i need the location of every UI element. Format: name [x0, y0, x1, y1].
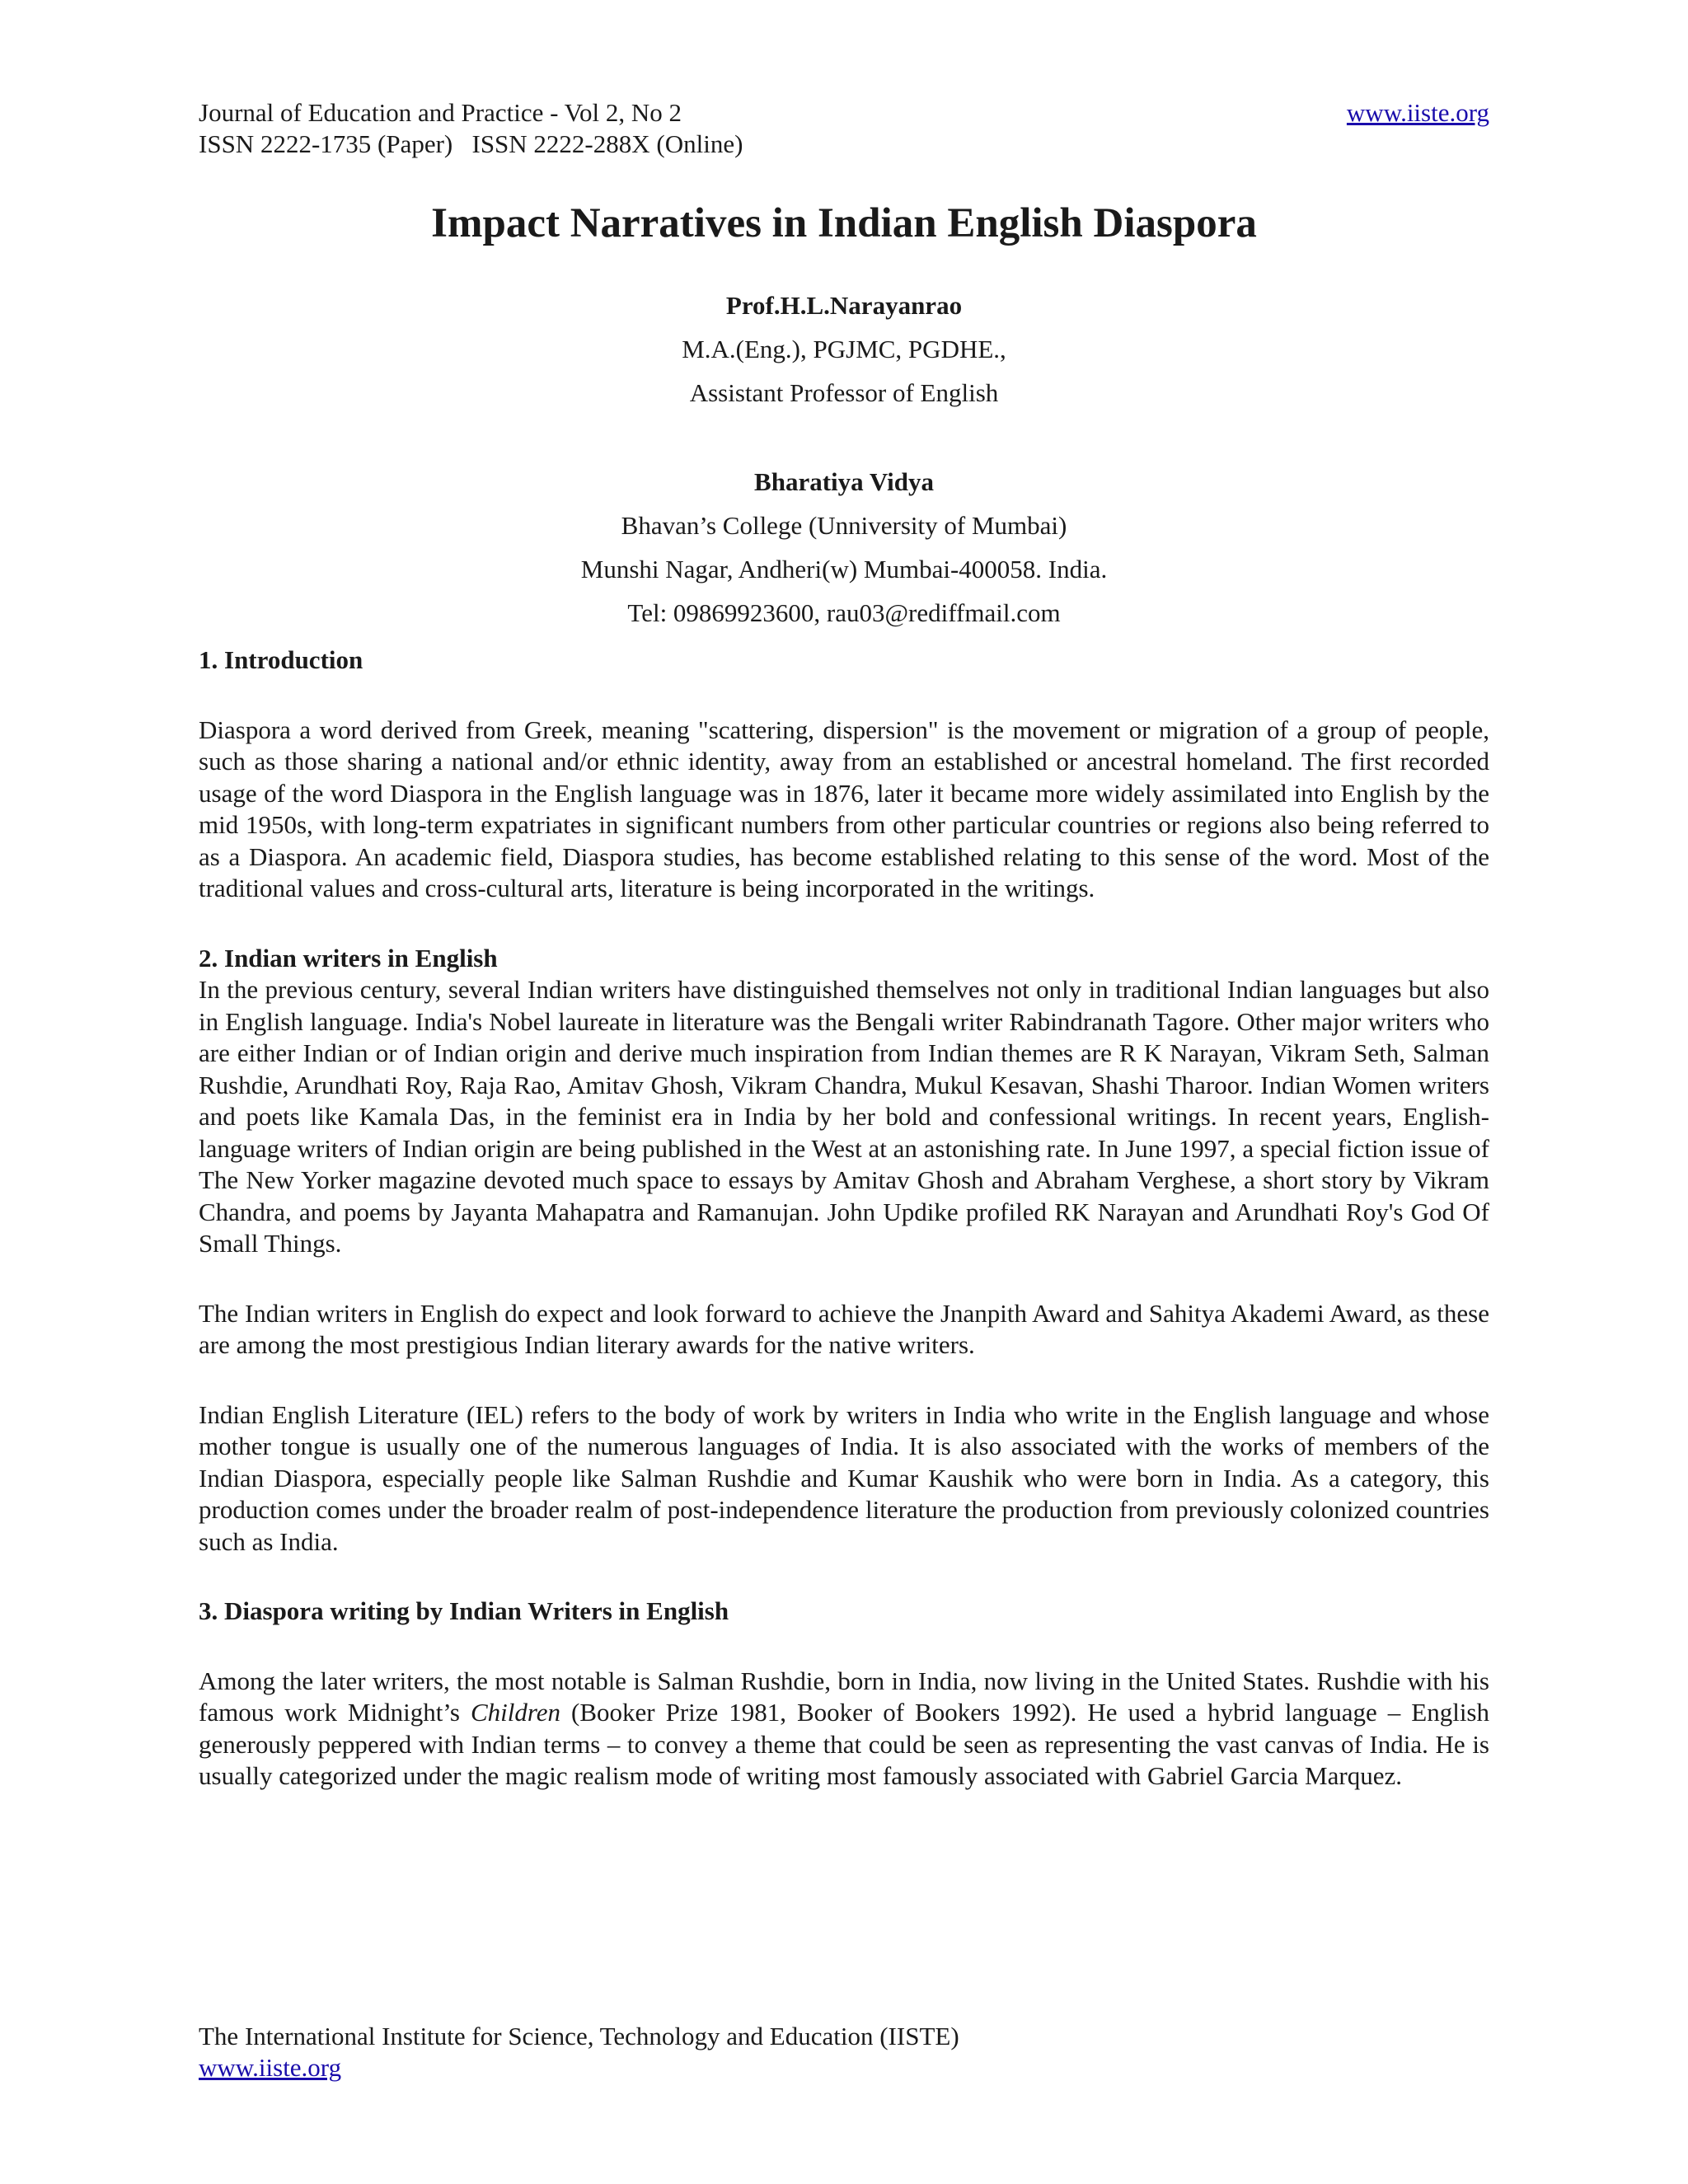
- paragraph-diaspora-writing: Among the later writers, the most notable is Salman Rushdie, born in India, now living in the United States. Rushdie with his famous work Midnight’s Children (Booker Prize 1981, Booker of Bookers 1992). He used a hybrid language – English generously peppered with Indian terms – to convey a theme that could be seen as representing the vast canvas of India. He is usually categorized under the magic realism mode of writing most famously associated with Gabriel Garcia Marquez.: [199, 1666, 1489, 1790]
- body-text: [199, 644, 1489, 1793]
- spacer: [0, 421, 1688, 466]
- author-address: Munshi Nagar, Andheri(w) Mumbai-400058. India.: [580, 555, 1108, 583]
- header-website-link[interactable]: www.iiste.org: [1346, 98, 1489, 127]
- issn-line: ISSN 2222-1735 (Paper) ISSN 2222-288X (Online): [199, 129, 743, 158]
- author-college: Bhavan’s College (Unniversity of Mumbai): [621, 511, 1067, 540]
- footer-website-link[interactable]: www.iiste.org: [199, 2053, 342, 2082]
- running-header: [199, 97, 1489, 160]
- section-heading-indian-writers: 2. Indian writers in English: [199, 943, 498, 972]
- author-block: [0, 290, 1688, 641]
- paragraph-indian-writers-2: The Indian writers in English do expect and look forward to achieve the Jnanpith Award and Sahitya Akademi Award, as these are among the most prestigious Indian literary awards for the native writers.: [199, 1298, 1489, 1359]
- paragraph-indian-writers-3: Indian English Literature (IEL) refers to the body of work by writers in India who write in the English language and whose mother tongue is usually one of the numerous languages of India. It is also associated with the works of members of the Indian Diaspora, especially people like Salman Rushdie and Kumar Kaushik who were born in India. As a category, this production comes under the broader realm of post-independence literature the production from previously colonized countries such as India.: [199, 1399, 1489, 1556]
- journal-name: Journal of Education and Practice - Vol 2, No 2: [199, 98, 682, 127]
- page-footer: [199, 2021, 959, 2083]
- footer-institute: The International Institute for Science, Technology and Education (IISTE): [199, 2022, 959, 2050]
- section-heading-diaspora-writing: 3. Diaspora writing by Indian Writers in English: [199, 1596, 729, 1625]
- author-degrees: M.A.(Eng.), PGJMC, PGDHE.,: [682, 335, 1006, 363]
- author-name: Prof.H.L.Narayanrao: [725, 291, 963, 320]
- author-institution: Bharatiya Vidya: [754, 467, 934, 496]
- paragraph-indian-writers-1: In the previous century, several Indian writers have distinguished themselves not only in traditional Indian languages but also in English language. India's Nobel laureate in literature was the Bengali writer Rabindranath Tagore. Other major writers who are either Indian or of Indian origin and derive much inspiration from Indian themes are R K Narayan, Vikram Seth, Salman Rushdie, Arundhati Roy, Raja Rao, Amitav Ghosh, Vikram Chandra, Mukul Kesavan, Shashi Tharoor. Indian Women writers and poets like Kamala Das, in the feminist era in India by her bold and confessional writings. In recent years, English-language writers of Indian origin are being published in the West at an astonishing rate. In June 1997, a special fiction issue of The New Yorker magazine devoted much space to essays by Amitav Ghosh and Abraham Verghese, a short story by Vikram Chandra, and poems by Jayanta Mahapatra and Ramanujan. John Updike profiled RK Narayan and Arundhati Roy's God Of Small Things.: [199, 975, 1489, 1258]
- author-contact: Tel: 09869923600, rau03@rediffmail.com: [627, 598, 1061, 627]
- italic-children: Children: [470, 1698, 561, 1727]
- paragraph-introduction: Diaspora a word derived from Greek, meaning "scattering, dispersion" is the movement or migration of a group of people, such as those sharing a national and/or ethnic identity, away from an established or ancestral homeland. The first recorded usage of the word Diaspora in the English language was in 1876, later it became more widely assimilated into English by the mid 1950s, with long-term expatriates in significant numbers from other particular countries or regions also being referred to as a Diaspora. An academic field, Diaspora studies, has become established relating to this sense of the word. Most of the traditional values and cross-cultural arts, literature is being incorporated in the writings.: [199, 715, 1489, 902]
- section-heading-introduction: 1. Introduction: [199, 645, 363, 674]
- author-position: Assistant Professor of English: [689, 378, 999, 407]
- paper-title: Impact Narratives in Indian English Diaspora: [431, 200, 1257, 246]
